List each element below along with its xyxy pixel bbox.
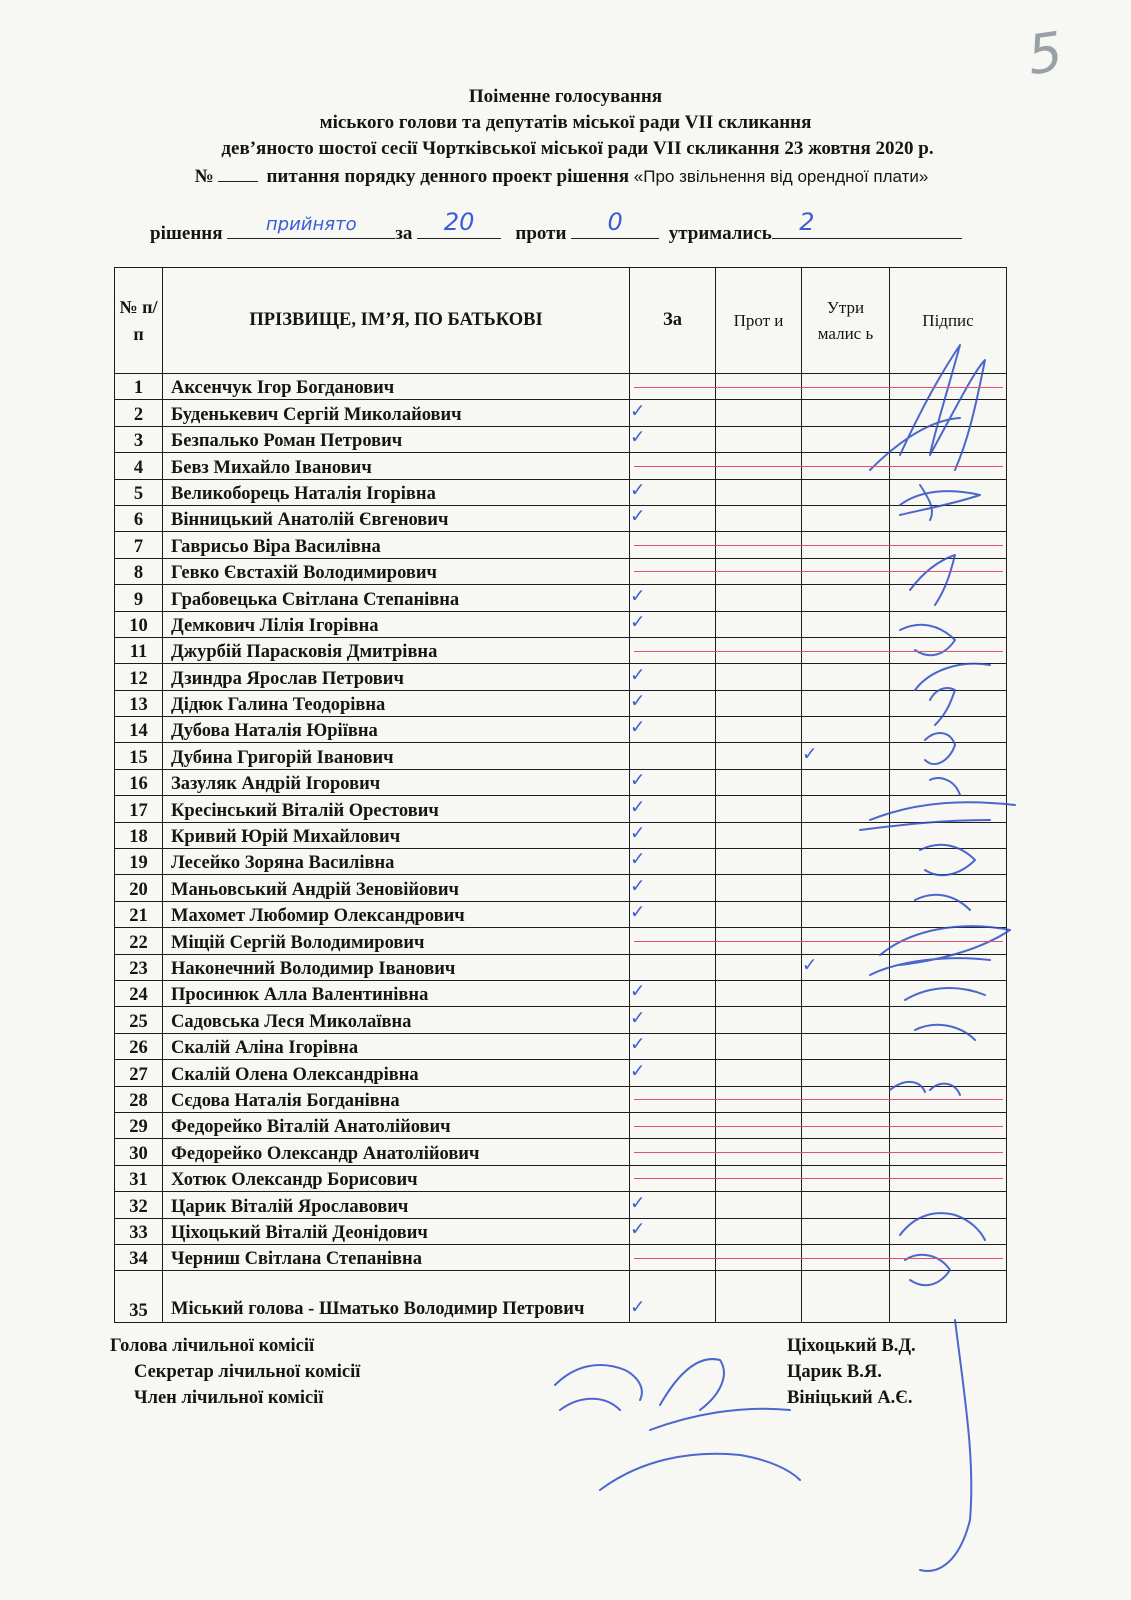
member-name: Джурбій Парасковія Дмитрівна <box>163 637 630 663</box>
vote-cell-abstain <box>802 505 890 531</box>
vote-cell-against <box>716 479 802 505</box>
member-name: Міщій Сергій Володимирович <box>163 928 630 954</box>
col-header-signature: Підпис <box>890 268 1007 374</box>
absence-strike-line <box>634 1258 1003 1259</box>
absence-strike-line <box>634 387 1003 388</box>
member-name: Маньовський Андрій Зеновійович <box>163 875 630 901</box>
signature-cell <box>890 1271 1007 1323</box>
vote-cell-for <box>630 980 716 1006</box>
member-name: Царик Віталій Ярославович <box>163 1192 630 1218</box>
member-name: Махомет Любомир Олександрович <box>163 901 630 927</box>
signature-cell <box>890 505 1007 531</box>
signature-cell <box>890 1192 1007 1218</box>
vote-cell-abstain <box>802 849 890 875</box>
vote-cell-against <box>716 585 802 611</box>
row-number: 17 <box>115 796 163 822</box>
vote-cell-for <box>630 954 716 980</box>
abstain-count-value: 2 <box>799 208 815 236</box>
vote-cell-against <box>716 1271 802 1323</box>
member-name: Скалій Олена Олександрівна <box>163 1060 630 1086</box>
row-number: 14 <box>115 717 163 743</box>
checkmark-icon: ✓ <box>630 796 646 818</box>
row-number: 7 <box>115 532 163 558</box>
vote-cell-against <box>716 849 802 875</box>
row-number: 15 <box>115 743 163 769</box>
vote-cell-for <box>630 1271 716 1323</box>
col-header-for: За <box>630 268 716 374</box>
checkmark-icon: ✓ <box>630 1034 646 1056</box>
table-row <box>115 769 1007 795</box>
absence-strike-line <box>634 1178 1003 1179</box>
row-number: 27 <box>115 1060 163 1086</box>
member-name: Дубова Наталія Юріївна <box>163 717 630 743</box>
vote-cell-abstain <box>802 875 890 901</box>
signature-cell <box>890 822 1007 848</box>
member-name: Кривий Юрій Михайлович <box>163 822 630 848</box>
member-name: Безпалько Роман Петрович <box>163 426 630 452</box>
table-row <box>115 796 1007 822</box>
member-name: Великоборець Наталія Ігорівна <box>163 479 630 505</box>
member-name: Дзиндра Ярослав Петрович <box>163 664 630 690</box>
vote-cell-for <box>630 479 716 505</box>
checkmark-icon: ✓ <box>630 902 646 924</box>
absence-strike-line <box>634 545 1003 546</box>
table-row <box>115 1007 1007 1033</box>
decision-label: рішення <box>150 223 223 244</box>
decision-result-value: прийнято <box>265 214 357 235</box>
col-header-name: ПРІЗВИЩЕ, ІМ’Я, ПО БАТЬКОВІ <box>163 268 630 374</box>
table-row <box>115 664 1007 690</box>
member-name: Садовська Леся Миколаївна <box>163 1007 630 1033</box>
member-name: Дубина Григорій Іванович <box>163 743 630 769</box>
signature-cell <box>890 717 1007 743</box>
vote-cell-for <box>630 1192 716 1218</box>
vote-cell-for <box>630 717 716 743</box>
document-subtitle: міського голови та депутатів міської ради VII скликання <box>319 112 812 133</box>
checkmark-icon: ✓ <box>630 1060 646 1082</box>
checkmark-icon: ✓ <box>630 981 646 1003</box>
member-name: Федорейко Олександр Анатолійович <box>163 1139 630 1165</box>
row-number: 28 <box>115 1086 163 1112</box>
vote-cell-abstain <box>802 690 890 716</box>
vote-cell-for <box>630 664 716 690</box>
signature-cell <box>890 875 1007 901</box>
table-row <box>115 426 1007 452</box>
absence-strike-line <box>634 1099 1003 1100</box>
commission-member-name: Вініцький А.Є. <box>787 1388 913 1408</box>
signature-cell <box>890 954 1007 980</box>
vote-cell-for <box>630 611 716 637</box>
member-name: Черниш Світлана Степанівна <box>163 1244 630 1270</box>
row-number: 1 <box>115 374 163 400</box>
signature-cell <box>890 426 1007 452</box>
member-name: Зазуляк Андрій Ігорович <box>163 769 630 795</box>
commission-secretary-label: Секретар лічильної комісії <box>134 1362 361 1382</box>
decision-result-field <box>227 216 395 239</box>
decision-line <box>150 208 962 245</box>
vote-cell-against <box>716 1218 802 1244</box>
signature-cell <box>890 664 1007 690</box>
vote-cell-abstain <box>802 1218 890 1244</box>
vote-cell-for <box>630 1007 716 1033</box>
row-number: 32 <box>115 1192 163 1218</box>
signature-cell <box>890 479 1007 505</box>
agenda-number-prefix: № <box>194 166 214 187</box>
vote-cell-against <box>716 505 802 531</box>
table-row <box>115 822 1007 848</box>
commission-chair-label: Голова лічильної комісії <box>110 1336 315 1356</box>
table-row <box>115 400 1007 426</box>
for-count-field <box>417 208 501 239</box>
signature-cell <box>890 611 1007 637</box>
table-row <box>115 690 1007 716</box>
vote-cell-abstain <box>802 664 890 690</box>
vote-cell-abstain <box>802 1192 890 1218</box>
vote-cell-abstain <box>802 743 890 769</box>
row-number: 24 <box>115 980 163 1006</box>
vote-cell-for <box>630 1060 716 1086</box>
member-name: Буденькевич Сергій Миколайович <box>163 400 630 426</box>
member-name: Ціхоцький Віталій Деонідович <box>163 1218 630 1244</box>
signature-cell <box>890 743 1007 769</box>
col-header-abstain: Утри малис ь <box>802 268 890 374</box>
vote-cell-against <box>716 1192 802 1218</box>
member-name: Хотюк Олександр Борисович <box>163 1165 630 1191</box>
signature-scribble <box>920 1320 971 1571</box>
vote-cell-abstain <box>802 611 890 637</box>
vote-cell-for <box>630 901 716 927</box>
vote-cell-against <box>716 769 802 795</box>
checkmark-icon: ✓ <box>630 506 646 528</box>
table-row <box>115 585 1007 611</box>
page-number: 5 <box>1023 19 1067 88</box>
vote-cell-against <box>716 1060 802 1086</box>
checkmark-icon: ✓ <box>630 400 646 422</box>
signature-cell <box>890 980 1007 1006</box>
vote-cell-against <box>716 717 802 743</box>
commission-member-label: Член лічильної комісії <box>134 1388 324 1408</box>
row-number: 33 <box>115 1218 163 1244</box>
member-name: Федорейко Віталій Анатолійович <box>163 1112 630 1138</box>
signature-cell <box>890 1007 1007 1033</box>
row-number: 2 <box>115 400 163 426</box>
agenda-text: питання порядку денного проект рішення <box>266 166 630 187</box>
table-header-row <box>115 268 1007 374</box>
row-number: 19 <box>115 849 163 875</box>
checkmark-icon: ✓ <box>630 1192 646 1214</box>
table-row <box>115 849 1007 875</box>
table-row <box>115 1192 1007 1218</box>
abstain-count-field <box>772 208 962 239</box>
row-number: 8 <box>115 558 163 584</box>
member-name: Грабовецька Світлана Степанівна <box>163 585 630 611</box>
table-row <box>115 1033 1007 1059</box>
vote-cell-for <box>630 426 716 452</box>
checkmark-icon: ✓ <box>630 427 646 449</box>
row-number: 6 <box>115 505 163 531</box>
vote-cell-abstain <box>802 769 890 795</box>
table-row <box>115 1060 1007 1086</box>
agenda-title: «Про звільнення від орендної плати» <box>633 167 929 186</box>
signature-cell <box>890 1033 1007 1059</box>
counting-commission-names <box>787 1333 916 1411</box>
vote-cell-against <box>716 690 802 716</box>
against-count-field <box>571 208 659 239</box>
row-number: 35 <box>115 1271 163 1323</box>
vote-cell-abstain <box>802 585 890 611</box>
member-name: Скалій Аліна Ігорівна <box>163 1033 630 1059</box>
vote-cell-abstain <box>802 400 890 426</box>
signature-scribble <box>555 1365 642 1410</box>
vote-cell-against <box>716 796 802 822</box>
checkmark-icon: ✓ <box>630 770 646 792</box>
checkmark-icon: ✓ <box>630 823 646 845</box>
checkmark-icon: ✓ <box>630 664 646 686</box>
row-number: 26 <box>115 1033 163 1059</box>
table-row <box>115 743 1007 769</box>
vote-cell-for <box>630 400 716 426</box>
checkmark-icon: ✓ <box>630 1218 646 1240</box>
signature-cell <box>890 769 1007 795</box>
vote-cell-against <box>716 901 802 927</box>
checkmark-icon: ✓ <box>630 691 646 713</box>
absence-strike-line <box>634 571 1003 572</box>
vote-cell-abstain <box>802 1271 890 1323</box>
row-number: 11 <box>115 637 163 663</box>
checkmark-icon: ✓ <box>630 611 646 633</box>
signature-cell <box>890 901 1007 927</box>
member-name: Сєдова Наталія Богданівна <box>163 1086 630 1112</box>
table-row <box>115 717 1007 743</box>
absence-strike-line <box>634 941 1003 942</box>
vote-cell-for <box>630 505 716 531</box>
member-name: Лесейко Зоряна Василівна <box>163 849 630 875</box>
member-name: Аксенчук Ігор Богданович <box>163 374 630 400</box>
checkmark-icon: ✓ <box>802 954 818 976</box>
table-row <box>115 479 1007 505</box>
absence-strike-line <box>634 466 1003 467</box>
table-row <box>115 505 1007 531</box>
vote-cell-abstain <box>802 1007 890 1033</box>
vote-cell-for <box>630 875 716 901</box>
counting-commission-labels <box>110 1333 360 1411</box>
row-number: 12 <box>115 664 163 690</box>
vote-cell-against <box>716 822 802 848</box>
row-number: 9 <box>115 585 163 611</box>
row-number: 3 <box>115 426 163 452</box>
row-number: 22 <box>115 928 163 954</box>
checkmark-icon: ✓ <box>630 717 646 739</box>
table-row <box>115 1218 1007 1244</box>
vote-cell-for <box>630 1218 716 1244</box>
agenda-line <box>0 163 1127 188</box>
vote-cell-abstain <box>802 822 890 848</box>
member-name: Бевз Михайло Іванович <box>163 453 630 479</box>
vote-cell-for <box>630 769 716 795</box>
row-number: 18 <box>115 822 163 848</box>
vote-cell-abstain <box>802 796 890 822</box>
for-label: за <box>395 223 413 244</box>
roll-call-table <box>114 267 1007 1323</box>
signature-cell <box>890 796 1007 822</box>
checkmark-icon: ✓ <box>630 849 646 871</box>
vote-cell-against <box>716 611 802 637</box>
table-row <box>115 1271 1007 1323</box>
row-number: 5 <box>115 479 163 505</box>
signature-scribble <box>650 1359 790 1430</box>
row-number: 10 <box>115 611 163 637</box>
row-number: 21 <box>115 901 163 927</box>
vote-cell-abstain <box>802 901 890 927</box>
member-name: Міський голова - Шматько Володимир Петрович <box>163 1271 630 1323</box>
vote-cell-abstain <box>802 1060 890 1086</box>
checkmark-icon: ✓ <box>630 875 646 897</box>
row-number: 34 <box>115 1244 163 1270</box>
row-number: 30 <box>115 1139 163 1165</box>
vote-cell-for <box>630 822 716 848</box>
abstain-label: утримались <box>668 223 772 244</box>
vote-cell-for <box>630 743 716 769</box>
vote-cell-against <box>716 664 802 690</box>
checkmark-icon: ✓ <box>630 479 646 501</box>
vote-cell-abstain <box>802 1033 890 1059</box>
row-number: 23 <box>115 954 163 980</box>
checkmark-icon: ✓ <box>802 743 818 765</box>
row-number: 4 <box>115 453 163 479</box>
checkmark-icon: ✓ <box>630 585 646 607</box>
against-count-value: 0 <box>607 208 623 236</box>
row-number: 29 <box>115 1112 163 1138</box>
absence-strike-line <box>634 651 1003 652</box>
vote-cell-for <box>630 690 716 716</box>
table-row <box>115 901 1007 927</box>
signature-cell <box>890 400 1007 426</box>
table-row <box>115 875 1007 901</box>
vote-cell-abstain <box>802 426 890 452</box>
row-number: 31 <box>115 1165 163 1191</box>
vote-cell-for <box>630 796 716 822</box>
signature-cell <box>890 1060 1007 1086</box>
member-name: Гевко Євстахій Володимирович <box>163 558 630 584</box>
vote-cell-abstain <box>802 954 890 980</box>
vote-cell-against <box>716 400 802 426</box>
table-row <box>115 954 1007 980</box>
row-number: 13 <box>115 690 163 716</box>
for-count-value: 20 <box>443 208 475 236</box>
vote-cell-for <box>630 585 716 611</box>
member-name: Просинюк Алла Валентинівна <box>163 980 630 1006</box>
vote-cell-against <box>716 954 802 980</box>
member-name: Гаврисьо Віра Василівна <box>163 532 630 558</box>
row-number: 16 <box>115 769 163 795</box>
checkmark-icon: ✓ <box>630 1007 646 1029</box>
signature-cell <box>890 585 1007 611</box>
signature-cell <box>890 690 1007 716</box>
member-name: Вінницький Анатолій Євгенович <box>163 505 630 531</box>
member-name: Дідюк Галина Теодорівна <box>163 690 630 716</box>
vote-cell-for <box>630 1033 716 1059</box>
vote-cell-for <box>630 849 716 875</box>
col-header-against: Прот и <box>716 268 802 374</box>
row-number: 20 <box>115 875 163 901</box>
commission-chair-name: Ціхоцький В.Д. <box>787 1336 916 1356</box>
table-row <box>115 611 1007 637</box>
checkmark-icon: ✓ <box>630 1297 646 1319</box>
vote-cell-abstain <box>802 479 890 505</box>
vote-cell-against <box>716 1007 802 1033</box>
signature-cell <box>890 849 1007 875</box>
commission-secretary-name: Царик В.Я. <box>787 1362 882 1382</box>
document-title: Поіменне голосування <box>468 86 663 107</box>
member-name: Кресінський Віталій Орестович <box>163 796 630 822</box>
absence-strike-line <box>634 1126 1003 1127</box>
col-header-number: № п/п <box>115 268 163 374</box>
agenda-number-blank <box>218 163 258 182</box>
against-label: проти <box>515 223 567 244</box>
table-row <box>115 980 1007 1006</box>
signature-cell <box>890 1218 1007 1244</box>
absence-strike-line <box>634 1152 1003 1153</box>
vote-cell-against <box>716 980 802 1006</box>
vote-cell-abstain <box>802 980 890 1006</box>
vote-cell-against <box>716 426 802 452</box>
vote-cell-against <box>716 743 802 769</box>
session-line: дев’яносто шостої сесії Чортківської міської ради VII скликання 23 жовтня 2020 р. <box>221 138 934 159</box>
member-name: Наконечний Володимир Іванович <box>163 954 630 980</box>
signature-scribble <box>600 1454 800 1490</box>
member-name: Демкович Лілія Ігорівна <box>163 611 630 637</box>
vote-cell-abstain <box>802 717 890 743</box>
vote-cell-against <box>716 1033 802 1059</box>
vote-cell-against <box>716 875 802 901</box>
row-number: 25 <box>115 1007 163 1033</box>
